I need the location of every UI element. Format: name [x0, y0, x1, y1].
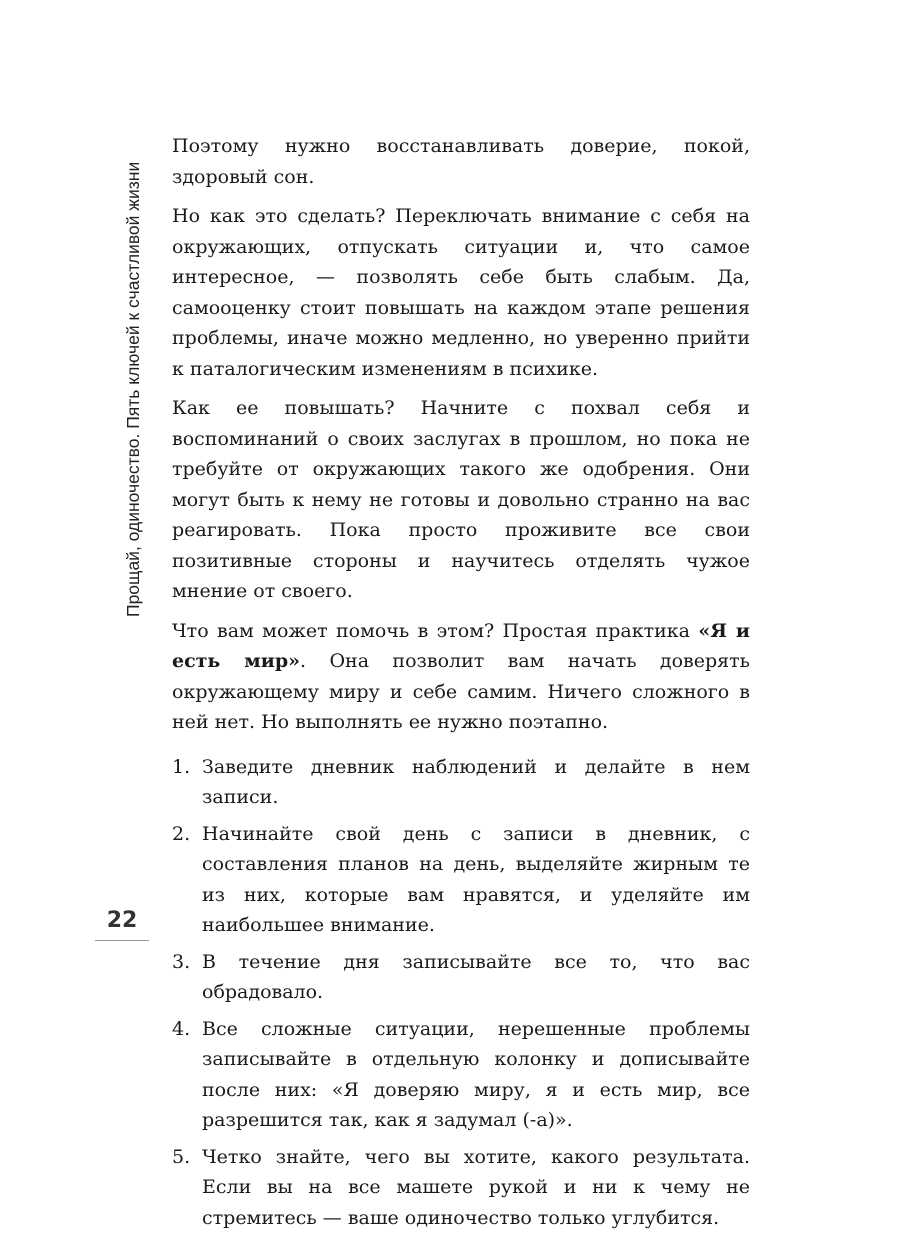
page-number-rule: [95, 940, 149, 941]
list-item-text: Начинайте свой день с записи в дневник, с составления планов на день, выделяйте жирным те из них, которые вам нравятся, и уделяйте им наибольшее внимание.: [202, 822, 750, 936]
list-item-text: Все сложные ситуации, нерешенные проблемы записывайте в отдельную колонку и дописывайте после них: «Я доверяю миру, я и есть мир, все разрешится так, как я задумал (-а)».: [202, 1017, 750, 1131]
paragraph-1: Поэтому нужно восстанавливать доверие, покой, здоровый сон.: [172, 135, 750, 188]
list-item-number: 1.: [172, 755, 191, 778]
list-item-number: 3.: [172, 950, 191, 973]
list-item-number: 2.: [172, 822, 191, 845]
list-item: [172, 752, 750, 813]
paragraph-2: Но как это сделать? Переключать внимание с себя на окружающих, отпускать ситуации и, что самое интересное, — позволять себе быть слабым. Да, самооценку стоит повышать на каждом этапе решения проблемы, иначе можно медленно, но уверенно прийти к паталогическим изменениям в психике.: [172, 205, 750, 380]
list-item-number: 4.: [172, 1017, 191, 1040]
practice-intro: Что вам может помочь в этом? Простая практика: [172, 619, 699, 642]
list-item-text: Заведите дневник наблюдений и делайте в нем записи.: [202, 755, 750, 808]
paragraph-practice: [172, 616, 750, 738]
practice-steps-list: [172, 752, 750, 1234]
paragraph-3: Как ее повышать? Начните с похвал себя и воспоминаний о своих заслугах в прошлом, но пока не требуйте от окружающих такого же одобрения. Они могут быть к нему не готовы и довольно странно на вас реагировать. Пока просто проживите все свои позитивные стороны и научитесь отделять чужое мнение от своего.: [172, 397, 750, 602]
list-item-number: 5.: [172, 1145, 191, 1168]
list-item-text: Четко знайте, чего вы хотите, какого результата. Если вы на все машете рукой и ни к чему не стремитесь — ваше одиночество только углубится.: [202, 1145, 750, 1229]
practice-description: . Она позволит вам начать доверять окружающему миру и себе самим. Ничего сложного в ней нет. Но выполнять ее нужно поэтапно.: [172, 650, 750, 733]
list-item: [172, 1014, 750, 1136]
practice-name: «Я и есть мир»: [172, 619, 750, 672]
body-text: [172, 131, 750, 1239]
list-item: [172, 947, 750, 1008]
list-item-text: В течение дня записывайте все то, что вас обрадовало.: [202, 950, 750, 1003]
list-item: [172, 1142, 750, 1234]
page-number: 22: [106, 908, 138, 933]
list-item: [172, 819, 750, 941]
